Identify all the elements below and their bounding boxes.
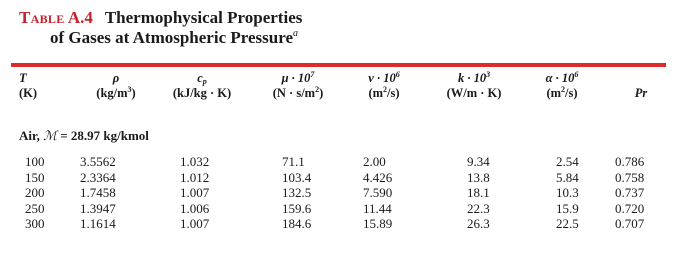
cell-viscosity: 132.5 bbox=[282, 185, 312, 200]
cell-diffusivity: 10.3 bbox=[556, 185, 579, 200]
column-header-diffusivity bbox=[534, 71, 590, 101]
cell-conductivity: 26.3 bbox=[467, 216, 490, 231]
cell-temperature: 300 bbox=[25, 216, 45, 231]
cell-temperature: 100 bbox=[25, 154, 45, 169]
cell-density: 1.1614 bbox=[80, 216, 116, 231]
cell-diffusivity: 5.84 bbox=[556, 169, 579, 185]
header-unit-T: (K) bbox=[19, 86, 38, 100]
cell-specific-heat: 1.012 bbox=[180, 169, 210, 185]
cell-kinematic-viscosity: 11.44 bbox=[363, 200, 392, 216]
cell-temperature: 200 bbox=[25, 185, 45, 200]
table-row bbox=[0, 201, 676, 217]
column-header-density bbox=[80, 71, 152, 101]
table-row bbox=[0, 185, 676, 201]
cell-conductivity: 22.3 bbox=[467, 200, 490, 216]
cell-density: 3.5562 bbox=[80, 154, 116, 169]
title-line-1 bbox=[19, 8, 302, 28]
table-row bbox=[0, 216, 676, 232]
header-unit-rho: $(kg/m^3)$ bbox=[96, 85, 136, 100]
header-symbol-mu: $\mu \cdot 10^7$ bbox=[281, 70, 315, 85]
section-title-air bbox=[19, 128, 149, 144]
header-unit-cp: (kJ/kg · K) bbox=[172, 86, 232, 100]
cell-diffusivity: 2.54 bbox=[556, 154, 579, 169]
cell-prandtl: 0.758 bbox=[615, 169, 645, 185]
cell-viscosity: 71.1 bbox=[282, 154, 305, 169]
cell-viscosity: 103.4 bbox=[282, 169, 312, 185]
cell-specific-heat: 1.007 bbox=[180, 216, 210, 231]
header-symbol-k: $k \cdot 10^3$ bbox=[457, 70, 491, 85]
cell-viscosity: 159.6 bbox=[282, 200, 312, 216]
column-header-kinematic-viscosity bbox=[356, 71, 412, 101]
header-symbol-nu: $\nu \cdot 10^6$ bbox=[368, 70, 400, 85]
cell-conductivity: 9.34 bbox=[467, 154, 490, 169]
section-name: Air, bbox=[19, 128, 40, 143]
header-rule bbox=[11, 63, 666, 67]
column-header-conductivity bbox=[436, 71, 512, 101]
header-unit-mu: $(N \cdot s/m^2)$ bbox=[272, 85, 324, 100]
cell-diffusivity: 22.5 bbox=[556, 216, 579, 231]
data-rows bbox=[0, 154, 676, 232]
header-symbol-rho: ρ bbox=[112, 71, 120, 85]
molar-mass-symbol: ℳ bbox=[43, 129, 57, 144]
cell-conductivity: 18.1 bbox=[467, 185, 490, 200]
title-line-2 bbox=[50, 28, 302, 48]
title-text-line-2: of Gases at Atmospheric Pressure bbox=[50, 28, 294, 47]
table-title bbox=[19, 8, 302, 48]
header-unit-alpha: $(m^2/s)$ bbox=[546, 85, 578, 100]
column-header-specific-heat bbox=[156, 71, 248, 101]
cell-temperature: 250 bbox=[25, 200, 45, 216]
table-number: A.4 bbox=[67, 8, 93, 27]
table-row bbox=[0, 154, 676, 170]
cell-specific-heat: 1.032 bbox=[180, 154, 210, 169]
molar-mass-value: = 28.97 kg/kmol bbox=[60, 128, 149, 143]
table-label: Table bbox=[19, 8, 65, 27]
cell-density: 1.7458 bbox=[80, 185, 116, 200]
header-symbol-cp: $c_p$ bbox=[197, 71, 207, 86]
title-text-line-1: Thermophysical Properties bbox=[104, 8, 303, 27]
cell-prandtl: 0.707 bbox=[615, 216, 645, 231]
cell-prandtl: 0.720 bbox=[615, 200, 645, 216]
cell-kinematic-viscosity: 7.590 bbox=[363, 185, 393, 200]
cell-temperature: 150 bbox=[25, 169, 45, 185]
cell-prandtl: 0.737 bbox=[615, 185, 645, 200]
cell-density: 1.3947 bbox=[80, 200, 116, 216]
cell-viscosity: 184.6 bbox=[282, 216, 312, 231]
header-symbol-T: T bbox=[19, 71, 27, 85]
column-header-viscosity bbox=[258, 71, 338, 101]
cell-conductivity: 13.8 bbox=[467, 169, 490, 185]
header-unit-nu: $(m^2/s)$ bbox=[368, 85, 400, 100]
cell-kinematic-viscosity: 2.00 bbox=[363, 154, 386, 169]
table-row bbox=[0, 170, 676, 186]
header-symbol-alpha: $\alpha \cdot 10^6$ bbox=[545, 70, 579, 85]
cell-diffusivity: 15.9 bbox=[556, 200, 579, 216]
header-symbol-Pr: Pr bbox=[634, 86, 648, 100]
column-header-prandtl bbox=[626, 86, 656, 101]
cell-kinematic-viscosity: 15.89 bbox=[363, 216, 393, 231]
cell-specific-heat: 1.006 bbox=[180, 200, 210, 216]
column-header-temperature bbox=[19, 71, 37, 101]
cell-kinematic-viscosity: 4.426 bbox=[363, 169, 393, 185]
header-unit-k: (W/m · K) bbox=[446, 86, 502, 100]
cell-prandtl: 0.786 bbox=[615, 154, 645, 169]
cell-specific-heat: 1.007 bbox=[180, 185, 210, 200]
cell-density: 2.3364 bbox=[80, 169, 116, 185]
footnote-marker: a bbox=[293, 28, 299, 39]
